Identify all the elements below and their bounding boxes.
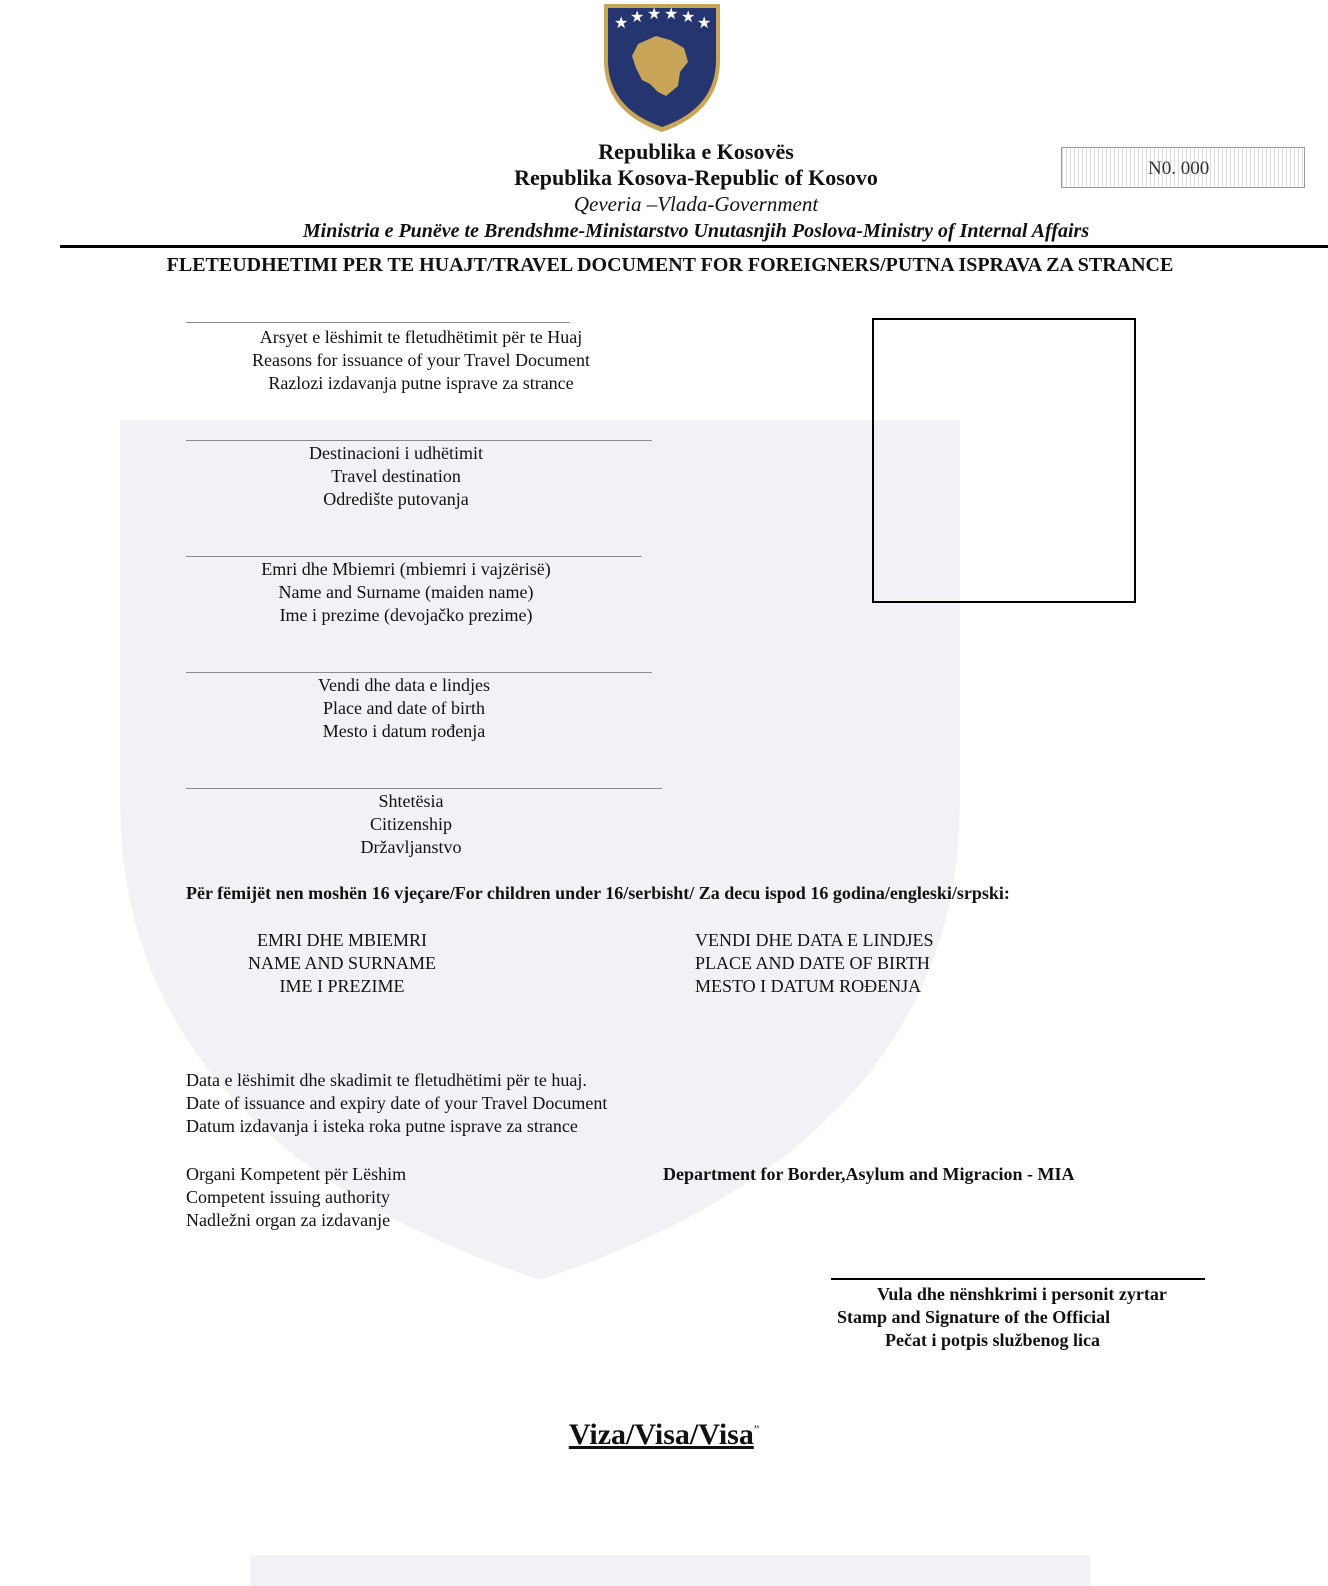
children-heading: Për fëmijët nen moshën 16 vjeçare/For children under 16/serbisht/ Za decu ispod 16 godina/engleski/srpski: (186, 883, 1010, 903)
signature-line[interactable] (831, 1278, 1205, 1280)
kosovo-emblem-icon (600, 0, 724, 134)
svg-text:★: ★ (630, 7, 645, 26)
citizenship-label: Shtetësia Citizenship Državljanstvo (360, 791, 462, 857)
child-name-label: EMRI DHE MBIEMRI NAME AND SURNAME IME I PREZIME (247, 930, 436, 996)
document-title: FLETEUDHETIMI PER TE HUAJT/TRAVEL DOCUMENT FOR FOREIGNERS/PUTNA ISPRAVA ZA STRANCE (166, 254, 1174, 276)
destination-label: Destinacioni i udhëtimit Travel destination Odredište putovanja (309, 443, 483, 509)
header-government: Qeveria –Vlada-Government (573, 192, 819, 216)
watermark-emblem-lower (240, 1495, 1100, 1586)
svg-text:★: ★ (681, 7, 696, 26)
issuing-authority-value: Department for Border,Asylum and Migracion - MIA (663, 1164, 1075, 1184)
svg-text:★: ★ (614, 13, 629, 32)
header-republic-trilingual: Republika Kosova-Republic of Kosovo (514, 165, 878, 190)
destination-field-line[interactable] (186, 440, 652, 441)
svg-text:★: ★ (647, 4, 662, 23)
issuance-expiry-label: Data e lëshimit dhe skadimit te fletudhëtimi për te huaj. Date of issuance and expiry date of your Travel Document Datum izdavanja i isteka roka putne isprave za strance (186, 1070, 608, 1136)
reasons-label: Arsyet e lëshimit te fletudhëtimit për te Huaj Reasons for issuance of your Travel Document Razlozi izdavanja putne isprave za strance (252, 327, 590, 393)
issuing-authority-label: Organi Kompetent për Lëshim Competent issuing authority Nadležni organ za izdavanje (186, 1164, 407, 1230)
svg-text:★: ★ (697, 13, 712, 32)
name-field-line[interactable] (186, 556, 642, 557)
visa-title: Viza/Visa/Visa” (568, 1418, 760, 1451)
photo-box[interactable] (872, 318, 1136, 603)
citizenship-field-line[interactable] (186, 788, 662, 789)
birth-field-line[interactable] (186, 672, 652, 673)
signature-label: Vula dhe nënshkrimi i personit zyrtar Stamp and Signature of the Official Pečat i potpis službenog lica (837, 1284, 1167, 1350)
header-republic-albanian: Republika e Kosovës (598, 139, 794, 164)
child-birth-label: VENDI DHE DATA E LINDJES PLACE AND DATE OF BIRTH MESTO I DATUM ROĐENJA (695, 930, 934, 996)
serial-number-box: N0. 000 (1061, 147, 1305, 188)
name-label: Emri dhe Mbiemri (mbiemri i vajzërisë) Name and Surname (maiden name) Ime i prezime (devojačko prezime) (261, 559, 551, 625)
header-ministry: Ministria e Punëve te Brendshme-Ministarstvo Unutasnjih Poslova-Ministry of Internal Affairs (302, 220, 1090, 242)
header-divider (60, 245, 1328, 248)
svg-text:★: ★ (664, 4, 679, 23)
reasons-field-line[interactable] (186, 322, 570, 323)
birth-label: Vendi dhe data e lindjes Place and date of birth Mesto i datum rođenja (318, 675, 490, 741)
